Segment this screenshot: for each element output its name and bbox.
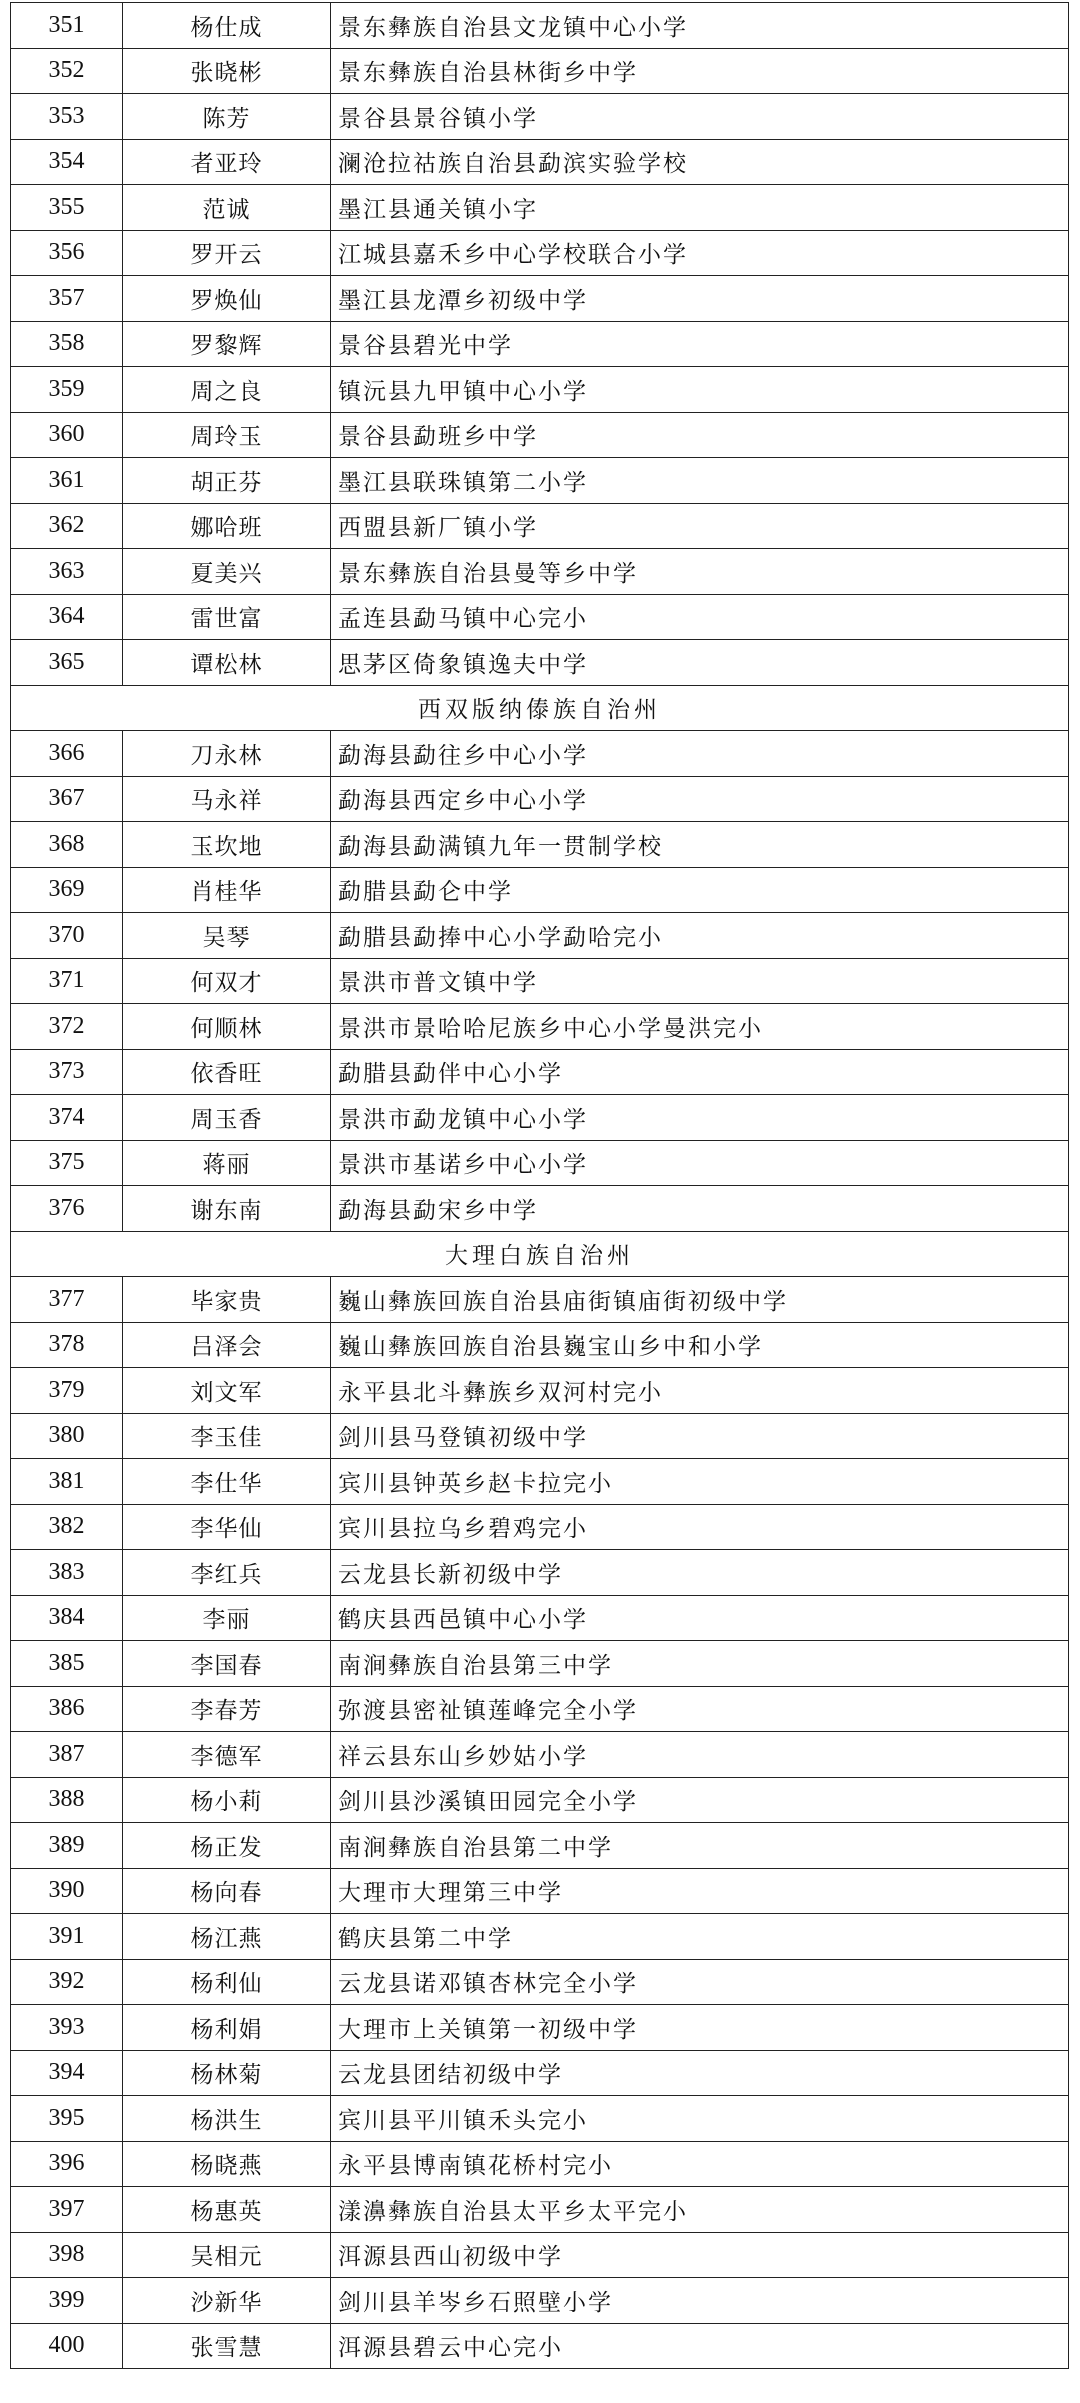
school-name: 大理市大理第三中学 — [331, 1868, 1069, 1914]
region-header-row — [11, 685, 1069, 731]
teacher-name: 李红兵 — [123, 1550, 331, 1596]
teacher-name: 范诚 — [123, 185, 331, 231]
row-number: 387 — [11, 1732, 123, 1778]
teacher-name: 杨林菊 — [123, 2050, 331, 2096]
teacher-name: 吴相元 — [123, 2232, 331, 2278]
row-number: 354 — [11, 139, 123, 185]
table-row — [11, 867, 1069, 913]
teacher-name: 杨仕成 — [123, 3, 331, 49]
row-number: 382 — [11, 1504, 123, 1550]
row-number: 364 — [11, 594, 123, 640]
teacher-name: 依香旺 — [123, 1049, 331, 1095]
row-number: 376 — [11, 1186, 123, 1232]
school-name: 景谷县碧光中学 — [331, 321, 1069, 367]
row-number: 353 — [11, 94, 123, 140]
row-number: 389 — [11, 1823, 123, 1869]
row-number: 384 — [11, 1595, 123, 1641]
teacher-name: 玉坎地 — [123, 822, 331, 868]
teacher-name: 杨利仙 — [123, 1959, 331, 2005]
school-name: 鹤庆县西邑镇中心小学 — [331, 1595, 1069, 1641]
school-name: 勐腊县勐仑中学 — [331, 867, 1069, 913]
row-number: 397 — [11, 2187, 123, 2233]
row-number: 363 — [11, 549, 123, 595]
school-name: 江城县嘉禾乡中心学校联合小学 — [331, 230, 1069, 276]
school-name: 景洪市勐龙镇中心小学 — [331, 1095, 1069, 1141]
row-number: 379 — [11, 1368, 123, 1414]
school-name: 云龙县诺邓镇杏林完全小学 — [331, 1959, 1069, 2005]
table-row — [11, 503, 1069, 549]
teacher-name: 周玲玉 — [123, 412, 331, 458]
row-number: 367 — [11, 776, 123, 822]
teacher-name: 杨利娟 — [123, 2005, 331, 2051]
teacher-name: 李丽 — [123, 1595, 331, 1641]
table-row — [11, 1550, 1069, 1596]
teacher-name: 谢东南 — [123, 1186, 331, 1232]
school-name: 景洪市普文镇中学 — [331, 958, 1069, 1004]
teacher-name: 杨惠英 — [123, 2187, 331, 2233]
table-row — [11, 2096, 1069, 2142]
teacher-name: 何双才 — [123, 958, 331, 1004]
row-number: 386 — [11, 1686, 123, 1732]
table-row — [11, 230, 1069, 276]
table-row — [11, 594, 1069, 640]
teacher-name: 罗焕仙 — [123, 276, 331, 322]
school-name: 漾濞彝族自治县太平乡太平完小 — [331, 2187, 1069, 2233]
school-name: 西盟县新厂镇小学 — [331, 503, 1069, 549]
teacher-name: 何顺林 — [123, 1004, 331, 1050]
table-row — [11, 48, 1069, 94]
table-row — [11, 139, 1069, 185]
teacher-name: 娜哈班 — [123, 503, 331, 549]
school-name: 墨江县联珠镇第二小学 — [331, 458, 1069, 504]
table-row — [11, 1140, 1069, 1186]
school-name: 宾川县钟英乡赵卡拉完小 — [331, 1459, 1069, 1505]
teacher-name: 周之良 — [123, 367, 331, 413]
school-name: 巍山彝族回族自治县巍宝山乡中和小学 — [331, 1322, 1069, 1368]
table-row — [11, 2005, 1069, 2051]
table-row — [11, 2141, 1069, 2187]
row-number: 392 — [11, 1959, 123, 2005]
table-row — [11, 3, 1069, 49]
table-row — [11, 913, 1069, 959]
row-number: 371 — [11, 958, 123, 1004]
teacher-name: 杨向春 — [123, 1868, 331, 1914]
teacher-name: 者亚玲 — [123, 139, 331, 185]
row-number: 399 — [11, 2278, 123, 2324]
school-name: 景东彝族自治县林街乡中学 — [331, 48, 1069, 94]
table-row — [11, 640, 1069, 686]
school-name: 镇沅县九甲镇中心小学 — [331, 367, 1069, 413]
table-row — [11, 776, 1069, 822]
school-name: 景东彝族自治县曼等乡中学 — [331, 549, 1069, 595]
row-number: 381 — [11, 1459, 123, 1505]
school-name: 勐海县勐宋乡中学 — [331, 1186, 1069, 1232]
school-name: 景东彝族自治县文龙镇中心小学 — [331, 3, 1069, 49]
school-name: 墨江县龙潭乡初级中学 — [331, 276, 1069, 322]
school-name: 澜沧拉祜族自治县勐滨实验学校 — [331, 139, 1069, 185]
teacher-name: 肖桂华 — [123, 867, 331, 913]
table-row — [11, 549, 1069, 595]
teacher-name: 杨正发 — [123, 1823, 331, 1869]
table-body — [11, 3, 1069, 2369]
table-row — [11, 1186, 1069, 1232]
teacher-name: 陈芳 — [123, 94, 331, 140]
row-number: 357 — [11, 276, 123, 322]
teacher-name: 雷世富 — [123, 594, 331, 640]
school-name: 墨江县通关镇小字 — [331, 185, 1069, 231]
row-number: 383 — [11, 1550, 123, 1596]
school-name: 勐海县西定乡中心小学 — [331, 776, 1069, 822]
table-row — [11, 2232, 1069, 2278]
teacher-name: 杨江燕 — [123, 1914, 331, 1960]
table-row — [11, 1277, 1069, 1323]
teacher-name: 刀永林 — [123, 731, 331, 777]
table-row — [11, 1823, 1069, 1869]
teacher-name: 沙新华 — [123, 2278, 331, 2324]
row-number: 370 — [11, 913, 123, 959]
table-row — [11, 958, 1069, 1004]
teacher-name: 李玉佳 — [123, 1413, 331, 1459]
row-number: 378 — [11, 1322, 123, 1368]
table-row — [11, 458, 1069, 504]
row-number: 393 — [11, 2005, 123, 2051]
table-row — [11, 1049, 1069, 1095]
row-number: 390 — [11, 1868, 123, 1914]
table-row — [11, 1641, 1069, 1687]
row-number: 368 — [11, 822, 123, 868]
school-name: 宾川县拉乌乡碧鸡完小 — [331, 1504, 1069, 1550]
school-name: 洱源县西山初级中学 — [331, 2232, 1069, 2278]
row-number: 385 — [11, 1641, 123, 1687]
school-name: 云龙县团结初级中学 — [331, 2050, 1069, 2096]
table-row — [11, 1732, 1069, 1778]
teacher-name: 吴琴 — [123, 913, 331, 959]
row-number: 360 — [11, 412, 123, 458]
school-name: 鹤庆县第二中学 — [331, 1914, 1069, 1960]
table-row — [11, 321, 1069, 367]
row-number: 351 — [11, 3, 123, 49]
school-name: 宾川县平川镇禾头完小 — [331, 2096, 1069, 2142]
teacher-name: 马永祥 — [123, 776, 331, 822]
school-name: 思茅区倚象镇逸夫中学 — [331, 640, 1069, 686]
table-row — [11, 2050, 1069, 2096]
table-row — [11, 276, 1069, 322]
row-number: 359 — [11, 367, 123, 413]
school-name: 勐腊县勐伴中心小学 — [331, 1049, 1069, 1095]
school-name: 勐腊县勐捧中心小学勐哈完小 — [331, 913, 1069, 959]
row-number: 362 — [11, 503, 123, 549]
school-name: 勐海县勐满镇九年一贯制学校 — [331, 822, 1069, 868]
school-name: 永平县北斗彝族乡双河村完小 — [331, 1368, 1069, 1414]
table-row — [11, 731, 1069, 777]
table-row — [11, 1459, 1069, 1505]
row-number: 352 — [11, 48, 123, 94]
row-number: 365 — [11, 640, 123, 686]
teacher-name: 吕泽会 — [123, 1322, 331, 1368]
teacher-name: 刘文军 — [123, 1368, 331, 1414]
table-row — [11, 1914, 1069, 1960]
table-row — [11, 1322, 1069, 1368]
table-row — [11, 367, 1069, 413]
school-name: 剑川县羊岑乡石照壁小学 — [331, 2278, 1069, 2324]
school-name: 南涧彝族自治县第三中学 — [331, 1641, 1069, 1687]
row-number: 400 — [11, 2323, 123, 2369]
teacher-name: 李华仙 — [123, 1504, 331, 1550]
table-row — [11, 1777, 1069, 1823]
table-row — [11, 2278, 1069, 2324]
table-row — [11, 1959, 1069, 2005]
teacher-name: 蒋丽 — [123, 1140, 331, 1186]
table-row — [11, 822, 1069, 868]
school-name: 永平县博南镇花桥村完小 — [331, 2141, 1069, 2187]
teacher-name: 张雪慧 — [123, 2323, 331, 2369]
table-row — [11, 1686, 1069, 1732]
teacher-name: 李国春 — [123, 1641, 331, 1687]
school-name: 祥云县东山乡妙姑小学 — [331, 1732, 1069, 1778]
school-name: 云龙县长新初级中学 — [331, 1550, 1069, 1596]
row-number: 369 — [11, 867, 123, 913]
table-row — [11, 1595, 1069, 1641]
school-name: 剑川县马登镇初级中学 — [331, 1413, 1069, 1459]
teacher-name: 李德军 — [123, 1732, 331, 1778]
table-row — [11, 1413, 1069, 1459]
row-number: 374 — [11, 1095, 123, 1141]
school-name: 景洪市景哈哈尼族乡中心小学曼洪完小 — [331, 1004, 1069, 1050]
school-name: 景谷县景谷镇小学 — [331, 94, 1069, 140]
table-row — [11, 1504, 1069, 1550]
school-name: 景谷县勐班乡中学 — [331, 412, 1069, 458]
row-number: 356 — [11, 230, 123, 276]
row-number: 394 — [11, 2050, 123, 2096]
row-number: 396 — [11, 2141, 123, 2187]
table-row — [11, 1368, 1069, 1414]
teacher-name: 毕家贵 — [123, 1277, 331, 1323]
teacher-name: 杨晓燕 — [123, 2141, 331, 2187]
row-number: 366 — [11, 731, 123, 777]
row-number: 358 — [11, 321, 123, 367]
row-number: 355 — [11, 185, 123, 231]
row-number: 372 — [11, 1004, 123, 1050]
school-name: 大理市上关镇第一初级中学 — [331, 2005, 1069, 2051]
table-row — [11, 1004, 1069, 1050]
teacher-name: 罗开云 — [123, 230, 331, 276]
school-name: 勐海县勐往乡中心小学 — [331, 731, 1069, 777]
teacher-name: 张晓彬 — [123, 48, 331, 94]
teacher-name: 杨洪生 — [123, 2096, 331, 2142]
school-name: 巍山彝族回族自治县庙街镇庙街初级中学 — [331, 1277, 1069, 1323]
table-row — [11, 94, 1069, 140]
teacher-name: 杨小莉 — [123, 1777, 331, 1823]
teacher-name: 夏美兴 — [123, 549, 331, 595]
school-name: 剑川县沙溪镇田园完全小学 — [331, 1777, 1069, 1823]
region-header: 大理白族自治州 — [11, 1231, 1069, 1277]
table-row — [11, 1868, 1069, 1914]
school-name: 景洪市基诺乡中心小学 — [331, 1140, 1069, 1186]
table-row — [11, 185, 1069, 231]
region-header-row — [11, 1231, 1069, 1277]
teacher-name: 李仕华 — [123, 1459, 331, 1505]
row-number: 395 — [11, 2096, 123, 2142]
row-number: 373 — [11, 1049, 123, 1095]
teacher-name: 李春芳 — [123, 1686, 331, 1732]
school-name: 孟连县勐马镇中心完小 — [331, 594, 1069, 640]
row-number: 398 — [11, 2232, 123, 2278]
school-name: 弥渡县密祉镇莲峰完全小学 — [331, 1686, 1069, 1732]
school-name: 洱源县碧云中心完小 — [331, 2323, 1069, 2369]
table-row — [11, 412, 1069, 458]
row-number: 388 — [11, 1777, 123, 1823]
table-row — [11, 2323, 1069, 2369]
table-row — [11, 1095, 1069, 1141]
row-number: 361 — [11, 458, 123, 504]
row-number: 391 — [11, 1914, 123, 1960]
table-row — [11, 2187, 1069, 2233]
teacher-name: 罗黎辉 — [123, 321, 331, 367]
teacher-list-table — [10, 2, 1069, 2369]
school-name: 南涧彝族自治县第二中学 — [331, 1823, 1069, 1869]
teacher-name: 谭松林 — [123, 640, 331, 686]
row-number: 375 — [11, 1140, 123, 1186]
teacher-name: 胡正芬 — [123, 458, 331, 504]
row-number: 380 — [11, 1413, 123, 1459]
row-number: 377 — [11, 1277, 123, 1323]
teacher-name: 周玉香 — [123, 1095, 331, 1141]
region-header: 西双版纳傣族自治州 — [11, 685, 1069, 731]
